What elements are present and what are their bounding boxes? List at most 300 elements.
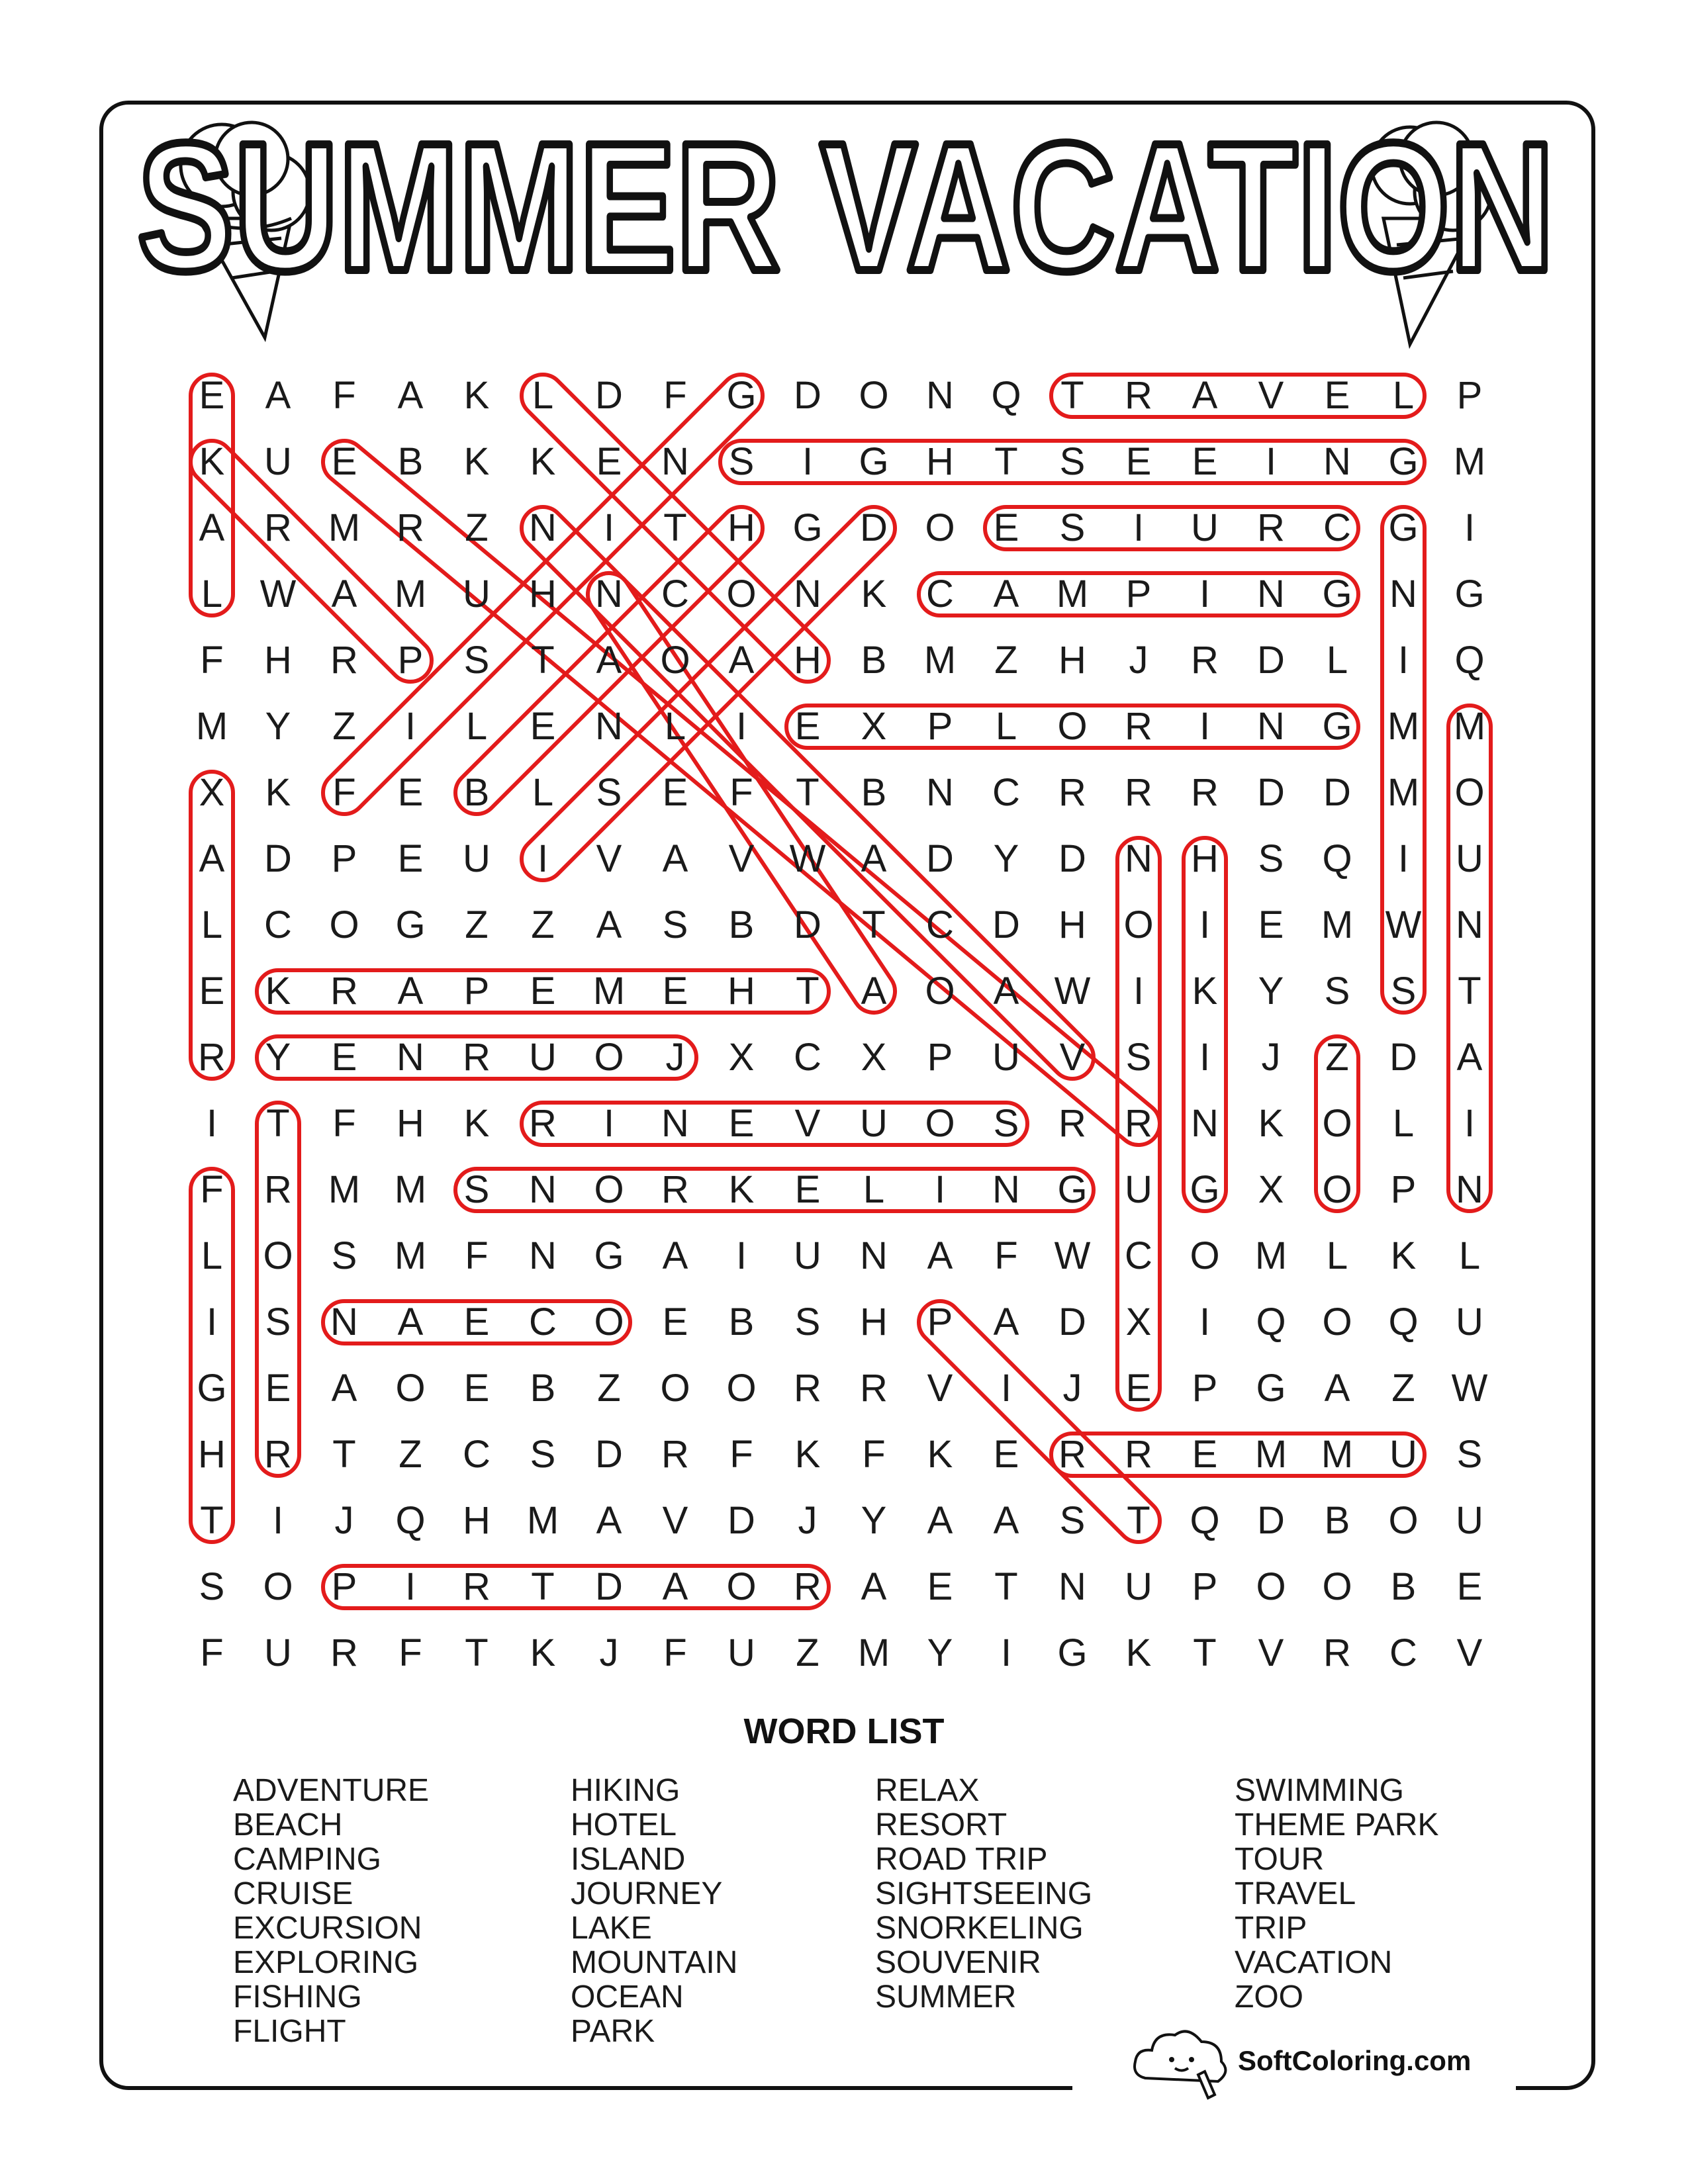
grid-letter[interactable]: D [727, 1499, 755, 1542]
grid-letter[interactable]: H [1058, 639, 1086, 682]
grid-letter[interactable]: J [1129, 639, 1149, 682]
grid-letter[interactable]: F [332, 1102, 356, 1145]
grid-letter[interactable]: J [798, 1499, 818, 1542]
grid-letter[interactable]: K [530, 1631, 556, 1674]
grid-letter[interactable]: A [1192, 374, 1218, 417]
grid-letter[interactable]: I [1199, 903, 1211, 946]
grid-letter[interactable]: H [1191, 837, 1219, 880]
grid-letter[interactable]: X [1125, 1300, 1152, 1343]
grid-letter[interactable]: V [927, 1367, 953, 1410]
grid-letter[interactable]: I [1133, 970, 1145, 1013]
grid-letter[interactable]: K [1390, 1234, 1417, 1277]
grid-letter[interactable]: W [1385, 903, 1422, 946]
grid-letter[interactable]: D [595, 1433, 623, 1476]
grid-letter[interactable]: U [1456, 1300, 1483, 1343]
grid-letter[interactable]: D [860, 506, 888, 549]
grid-letter[interactable]: T [200, 1499, 224, 1542]
grid-letter[interactable]: U [264, 1631, 292, 1674]
grid-letter[interactable]: P [397, 639, 424, 682]
grid-letter[interactable]: R [661, 1433, 689, 1476]
grid-letter[interactable]: K [463, 440, 490, 483]
grid-letter[interactable]: T [465, 1631, 489, 1674]
grid-letter[interactable]: K [199, 440, 225, 483]
grid-letter[interactable]: R [1125, 1433, 1152, 1476]
grid-letter[interactable]: G [1057, 1631, 1088, 1674]
grid-letter[interactable]: N [1323, 440, 1351, 483]
grid-letter[interactable]: P [927, 1036, 953, 1079]
grid-letter[interactable]: W [789, 837, 826, 880]
grid-letter[interactable]: J [334, 1499, 354, 1542]
grid-letter[interactable]: Q [991, 374, 1021, 417]
grid-letter[interactable]: S [1125, 1036, 1152, 1079]
grid-letter[interactable]: B [728, 1300, 755, 1343]
grid-letter[interactable]: E [1456, 1565, 1483, 1608]
grid-letter[interactable]: C [926, 903, 954, 946]
grid-letter[interactable]: E [662, 771, 688, 814]
grid-letter[interactable]: K [794, 1433, 821, 1476]
grid-letter[interactable]: R [1191, 771, 1219, 814]
grid-letter[interactable]: B [1324, 1499, 1350, 1542]
grid-letter[interactable]: N [397, 1036, 424, 1079]
grid-letter[interactable]: E [331, 1036, 357, 1079]
grid-letter[interactable]: R [330, 639, 358, 682]
grid-letter[interactable]: T [531, 639, 555, 682]
grid-letter[interactable]: E [331, 440, 357, 483]
grid-letter[interactable]: O [1322, 1565, 1352, 1608]
grid-letter[interactable]: S [199, 1565, 225, 1608]
grid-letter[interactable]: C [992, 771, 1020, 814]
grid-letter[interactable]: G [197, 1367, 227, 1410]
grid-letter[interactable]: D [1323, 771, 1351, 814]
grid-letter[interactable]: Z [465, 506, 489, 549]
grid-letter[interactable]: S [1456, 1433, 1483, 1476]
grid-letter[interactable]: N [529, 506, 557, 549]
grid-letter[interactable]: A [331, 1367, 357, 1410]
grid-letter[interactable]: E [662, 1300, 688, 1343]
grid-letter[interactable]: M [394, 1168, 427, 1211]
grid-letter[interactable]: N [1257, 572, 1285, 615]
grid-letter[interactable]: F [332, 771, 356, 814]
grid-letter[interactable]: T [332, 1433, 356, 1476]
grid-letter[interactable]: W [259, 572, 297, 615]
grid-letter[interactable]: E [1192, 1433, 1218, 1476]
grid-letter[interactable]: L [201, 1234, 223, 1277]
grid-letter[interactable]: V [1456, 1631, 1483, 1674]
grid-letter[interactable]: L [532, 771, 554, 814]
grid-letter[interactable]: R [264, 1168, 292, 1211]
grid-letter[interactable]: I [1464, 1102, 1476, 1145]
grid-letter[interactable]: E [1324, 374, 1350, 417]
grid-letter[interactable]: L [995, 705, 1017, 748]
grid-letter[interactable]: V [1059, 1036, 1086, 1079]
grid-letter[interactable]: P [1456, 374, 1483, 417]
grid-letter[interactable]: T [994, 440, 1018, 483]
grid-letter[interactable]: S [596, 771, 622, 814]
grid-letter[interactable]: R [529, 1102, 557, 1145]
grid-letter[interactable]: U [992, 1036, 1020, 1079]
grid-letter[interactable]: O [1190, 1234, 1220, 1277]
grid-letter[interactable]: E [1192, 440, 1218, 483]
grid-letter[interactable]: G [1322, 705, 1352, 748]
grid-letter[interactable]: T [796, 970, 820, 1013]
grid-letter[interactable]: C [463, 1433, 491, 1476]
grid-letter[interactable]: L [1392, 374, 1415, 417]
grid-letter[interactable]: R [397, 506, 424, 549]
grid-letter[interactable]: R [198, 1036, 226, 1079]
grid-letter[interactable]: Y [1258, 970, 1284, 1013]
grid-letter[interactable]: O [1388, 1499, 1419, 1542]
grid-letter[interactable]: G [395, 903, 426, 946]
grid-letter[interactable]: C [1125, 1234, 1152, 1277]
grid-letter[interactable]: P [1192, 1367, 1218, 1410]
grid-letter[interactable]: G [1256, 1367, 1286, 1410]
grid-letter[interactable]: Z [531, 903, 555, 946]
grid-letter[interactable]: O [726, 1565, 757, 1608]
grid-letter[interactable]: E [927, 1565, 953, 1608]
grid-letter[interactable]: B [1390, 1565, 1417, 1608]
grid-letter[interactable]: N [860, 1234, 888, 1277]
grid-letter[interactable]: E [463, 1300, 490, 1343]
grid-letter[interactable]: D [1058, 1300, 1086, 1343]
grid-letter[interactable]: A [993, 970, 1019, 1013]
grid-letter[interactable]: I [1000, 1631, 1012, 1674]
grid-letter[interactable]: K [530, 440, 556, 483]
grid-letter[interactable]: N [1389, 572, 1417, 615]
grid-letter[interactable]: M [857, 1631, 890, 1674]
grid-letter[interactable]: K [927, 1433, 953, 1476]
grid-letter[interactable]: F [465, 1234, 489, 1277]
grid-letter[interactable]: U [264, 440, 292, 483]
grid-letter[interactable]: O [329, 903, 359, 946]
grid-letter[interactable]: E [1125, 440, 1152, 483]
grid-letter[interactable]: R [794, 1367, 821, 1410]
grid-letter[interactable]: D [595, 1565, 623, 1608]
grid-letter[interactable]: I [272, 1499, 284, 1542]
grid-letter[interactable]: P [1125, 572, 1152, 615]
grid-letter[interactable]: T [531, 1565, 555, 1608]
grid-letter[interactable]: U [463, 572, 491, 615]
grid-letter[interactable]: N [1257, 705, 1285, 748]
grid-letter[interactable]: D [264, 837, 292, 880]
grid-letter[interactable]: G [1454, 572, 1485, 615]
grid-letter[interactable]: G [1388, 440, 1419, 483]
grid-letter[interactable]: K [1258, 1102, 1284, 1145]
grid-letter[interactable]: A [596, 639, 622, 682]
grid-letter[interactable]: U [1456, 1499, 1483, 1542]
grid-letter[interactable]: R [1125, 374, 1152, 417]
grid-letter[interactable]: R [1058, 771, 1086, 814]
grid-letter[interactable]: T [1127, 1499, 1150, 1542]
grid-letter[interactable]: F [994, 1234, 1018, 1277]
grid-letter[interactable]: E [1258, 903, 1284, 946]
grid-letter[interactable]: E [662, 970, 688, 1013]
grid-letter[interactable]: D [1257, 639, 1285, 682]
grid-letter[interactable]: H [397, 1102, 424, 1145]
grid-letter[interactable]: P [331, 1565, 357, 1608]
grid-letter[interactable]: I [206, 1300, 218, 1343]
grid-letter[interactable]: H [794, 639, 821, 682]
grid-letter[interactable]: A [1324, 1367, 1350, 1410]
grid-letter[interactable]: M [1387, 771, 1420, 814]
grid-letter[interactable]: M [328, 1168, 361, 1211]
grid-letter[interactable]: M [1056, 572, 1089, 615]
grid-letter[interactable]: F [862, 1433, 886, 1476]
grid-letter[interactable]: S [463, 1168, 490, 1211]
grid-letter[interactable]: A [662, 837, 688, 880]
grid-letter[interactable]: D [926, 837, 954, 880]
grid-letter[interactable]: L [1326, 1234, 1348, 1277]
grid-letter[interactable]: I [1199, 572, 1211, 615]
grid-letter[interactable]: I [603, 1102, 615, 1145]
grid-letter[interactable]: S [993, 1102, 1019, 1145]
grid-letter[interactable]: C [1323, 506, 1351, 549]
grid-letter[interactable]: T [1193, 1631, 1217, 1674]
grid-letter[interactable]: I [1397, 837, 1409, 880]
grid-letter[interactable]: P [331, 837, 357, 880]
grid-letter[interactable]: L [1326, 639, 1348, 682]
grid-letter[interactable]: H [463, 1499, 491, 1542]
grid-letter[interactable]: J [1062, 1367, 1082, 1410]
grid-letter[interactable]: S [1324, 970, 1350, 1013]
grid-letter[interactable]: Q [1388, 1300, 1419, 1343]
grid-letter[interactable]: O [263, 1565, 293, 1608]
grid-letter[interactable]: M [526, 1499, 559, 1542]
grid-letter[interactable]: L [201, 903, 223, 946]
grid-letter[interactable]: K [265, 771, 291, 814]
grid-letter[interactable]: D [992, 903, 1020, 946]
grid-letter[interactable]: O [925, 970, 955, 1013]
grid-letter[interactable]: R [463, 1565, 491, 1608]
grid-letter[interactable]: I [404, 1565, 416, 1608]
grid-letter[interactable]: O [1454, 771, 1485, 814]
grid-letter[interactable]: K [463, 1102, 490, 1145]
grid-letter[interactable]: S [1059, 440, 1086, 483]
grid-letter[interactable]: B [463, 771, 490, 814]
grid-letter[interactable]: M [1453, 440, 1486, 483]
grid-letter[interactable]: M [923, 639, 957, 682]
grid-letter[interactable]: K [728, 1168, 755, 1211]
grid-letter[interactable]: A [397, 374, 424, 417]
grid-letter[interactable]: R [1125, 771, 1152, 814]
grid-letter[interactable]: F [729, 771, 753, 814]
grid-letter[interactable]: N [1058, 1565, 1086, 1608]
grid-letter[interactable]: R [1058, 1102, 1086, 1145]
grid-letter[interactable]: U [860, 1102, 888, 1145]
grid-letter[interactable]: N [661, 1102, 689, 1145]
grid-letter[interactable]: V [728, 837, 755, 880]
grid-letter[interactable]: W [1054, 970, 1091, 1013]
grid-letter[interactable]: X [1258, 1168, 1284, 1211]
grid-letter[interactable]: I [934, 1168, 946, 1211]
grid-letter[interactable]: F [200, 639, 224, 682]
grid-letter[interactable]: U [727, 1631, 755, 1674]
grid-letter[interactable]: I [1199, 1300, 1211, 1343]
grid-letter[interactable]: T [862, 903, 886, 946]
grid-letter[interactable]: A [728, 639, 755, 682]
grid-letter[interactable]: E [530, 970, 556, 1013]
grid-letter[interactable]: T [1458, 970, 1481, 1013]
grid-letter[interactable]: E [265, 1367, 291, 1410]
grid-letter[interactable]: R [264, 1433, 292, 1476]
grid-letter[interactable]: O [1256, 1565, 1286, 1608]
grid-letter[interactable]: O [594, 1036, 624, 1079]
grid-letter[interactable]: Q [395, 1499, 426, 1542]
grid-letter[interactable]: I [1000, 1367, 1012, 1410]
grid-letter[interactable]: Z [332, 705, 356, 748]
grid-letter[interactable]: S [331, 1234, 357, 1277]
grid-letter[interactable]: B [530, 1367, 556, 1410]
grid-letter[interactable]: X [861, 1036, 887, 1079]
grid-letter[interactable]: T [663, 506, 687, 549]
grid-letter[interactable]: R [1125, 1102, 1152, 1145]
grid-letter[interactable]: B [861, 639, 887, 682]
grid-letter[interactable]: G [1057, 1168, 1088, 1211]
grid-letter[interactable]: S [794, 1300, 821, 1343]
grid-letter[interactable]: S [1390, 970, 1417, 1013]
grid-letter[interactable]: P [1390, 1168, 1417, 1211]
grid-letter[interactable]: Z [796, 1631, 820, 1674]
grid-letter[interactable]: X [861, 705, 887, 748]
grid-letter[interactable]: E [1125, 1367, 1152, 1410]
grid-letter[interactable]: C [1389, 1631, 1417, 1674]
grid-letter[interactable]: M [1254, 1433, 1288, 1476]
grid-letter[interactable]: N [529, 1168, 557, 1211]
grid-letter[interactable]: B [397, 440, 424, 483]
grid-letter[interactable]: C [661, 572, 689, 615]
grid-letter[interactable]: H [198, 1433, 226, 1476]
grid-letter[interactable]: E [530, 705, 556, 748]
grid-letter[interactable]: E [199, 374, 225, 417]
grid-letter[interactable]: V [794, 1102, 821, 1145]
grid-letter[interactable]: M [1254, 1234, 1288, 1277]
grid-letter[interactable]: Y [861, 1499, 887, 1542]
grid-letter[interactable]: N [1125, 837, 1152, 880]
grid-letter[interactable]: A [993, 572, 1019, 615]
grid-letter[interactable]: N [926, 771, 954, 814]
grid-letter[interactable]: E [397, 837, 424, 880]
grid-letter[interactable]: O [925, 506, 955, 549]
grid-letter[interactable]: E [397, 771, 424, 814]
grid-letter[interactable]: H [264, 639, 292, 682]
grid-letter[interactable]: U [463, 837, 491, 880]
grid-letter[interactable]: S [1258, 837, 1284, 880]
grid-letter[interactable]: K [463, 374, 490, 417]
grid-letter[interactable]: I [1397, 639, 1409, 682]
grid-letter[interactable]: F [200, 1168, 224, 1211]
grid-letter[interactable]: N [992, 1168, 1020, 1211]
grid-letter[interactable]: R [1191, 639, 1219, 682]
grid-letter[interactable]: C [794, 1036, 821, 1079]
grid-letter[interactable]: L [1458, 1234, 1481, 1277]
grid-letter[interactable]: S [728, 440, 755, 483]
grid-letter[interactable]: V [1258, 1631, 1284, 1674]
grid-letter[interactable]: E [199, 970, 225, 1013]
grid-letter[interactable]: L [863, 1168, 885, 1211]
grid-letter[interactable]: F [729, 1433, 753, 1476]
grid-letter[interactable]: I [1464, 506, 1476, 549]
grid-letter[interactable]: N [1456, 903, 1483, 946]
grid-letter[interactable]: V [662, 1499, 688, 1542]
grid-letter[interactable]: Q [1190, 1499, 1220, 1542]
grid-letter[interactable]: R [330, 1631, 358, 1674]
grid-letter[interactable]: A [397, 1300, 424, 1343]
grid-letter[interactable]: E [993, 506, 1019, 549]
grid-letter[interactable]: I [1265, 440, 1277, 483]
grid-letter[interactable]: N [926, 374, 954, 417]
grid-letter[interactable]: I [735, 705, 747, 748]
grid-letter[interactable]: A [596, 1499, 622, 1542]
grid-letter[interactable]: I [404, 705, 416, 748]
grid-letter[interactable]: O [594, 1168, 624, 1211]
grid-letter[interactable]: G [792, 506, 823, 549]
grid-letter[interactable]: B [728, 903, 755, 946]
grid-letter[interactable]: K [265, 970, 291, 1013]
grid-letter[interactable]: C [264, 903, 292, 946]
grid-letter[interactable]: V [1258, 374, 1284, 417]
grid-letter[interactable]: M [592, 970, 626, 1013]
grid-letter[interactable]: O [263, 1234, 293, 1277]
grid-letter[interactable]: Z [399, 1433, 422, 1476]
grid-letter[interactable]: R [860, 1367, 888, 1410]
grid-letter[interactable]: Z [1391, 1367, 1415, 1410]
grid-letter[interactable]: A [397, 970, 424, 1013]
grid-letter[interactable]: R [264, 506, 292, 549]
grid-letter[interactable]: I [802, 440, 814, 483]
grid-letter[interactable]: O [395, 1367, 426, 1410]
grid-letter[interactable]: Q [1454, 639, 1485, 682]
grid-letter[interactable]: T [796, 771, 820, 814]
grid-letter[interactable]: O [1322, 1300, 1352, 1343]
grid-letter[interactable]: L [664, 705, 686, 748]
grid-letter[interactable]: A [1456, 1036, 1483, 1079]
grid-letter[interactable]: Y [265, 1036, 291, 1079]
grid-letter[interactable]: K [1192, 970, 1218, 1013]
grid-letter[interactable]: Y [993, 837, 1019, 880]
grid-letter[interactable]: F [200, 1631, 224, 1674]
grid-letter[interactable]: O [925, 1102, 955, 1145]
grid-letter[interactable]: H [1058, 903, 1086, 946]
grid-letter[interactable]: A [927, 1234, 953, 1277]
grid-letter[interactable]: E [794, 705, 821, 748]
grid-letter[interactable]: A [662, 1234, 688, 1277]
grid-letter[interactable]: U [794, 1234, 821, 1277]
grid-letter[interactable]: H [860, 1300, 888, 1343]
grid-letter[interactable]: K [861, 572, 887, 615]
grid-letter[interactable]: A [662, 1565, 688, 1608]
grid-letter[interactable]: O [726, 572, 757, 615]
grid-letter[interactable]: A [265, 374, 291, 417]
grid-letter[interactable]: G [1322, 572, 1352, 615]
grid-letter[interactable]: B [861, 771, 887, 814]
grid-letter[interactable]: O [1123, 903, 1154, 946]
grid-letter[interactable]: U [1191, 506, 1219, 549]
grid-letter[interactable]: R [1323, 1631, 1351, 1674]
grid-letter[interactable]: J [599, 1631, 619, 1674]
grid-letter[interactable]: T [1060, 374, 1084, 417]
grid-letter[interactable]: G [594, 1234, 624, 1277]
grid-letter[interactable]: M [195, 705, 228, 748]
grid-letter[interactable]: U [1456, 837, 1483, 880]
grid-letter[interactable]: H [926, 440, 954, 483]
grid-letter[interactable]: X [199, 771, 225, 814]
grid-letter[interactable]: M [394, 572, 427, 615]
grid-letter[interactable]: I [735, 1234, 747, 1277]
grid-letter[interactable]: N [330, 1300, 358, 1343]
grid-letter[interactable]: Z [994, 639, 1018, 682]
grid-letter[interactable]: R [661, 1168, 689, 1211]
grid-letter[interactable]: V [596, 837, 622, 880]
grid-letter[interactable]: G [1388, 506, 1419, 549]
